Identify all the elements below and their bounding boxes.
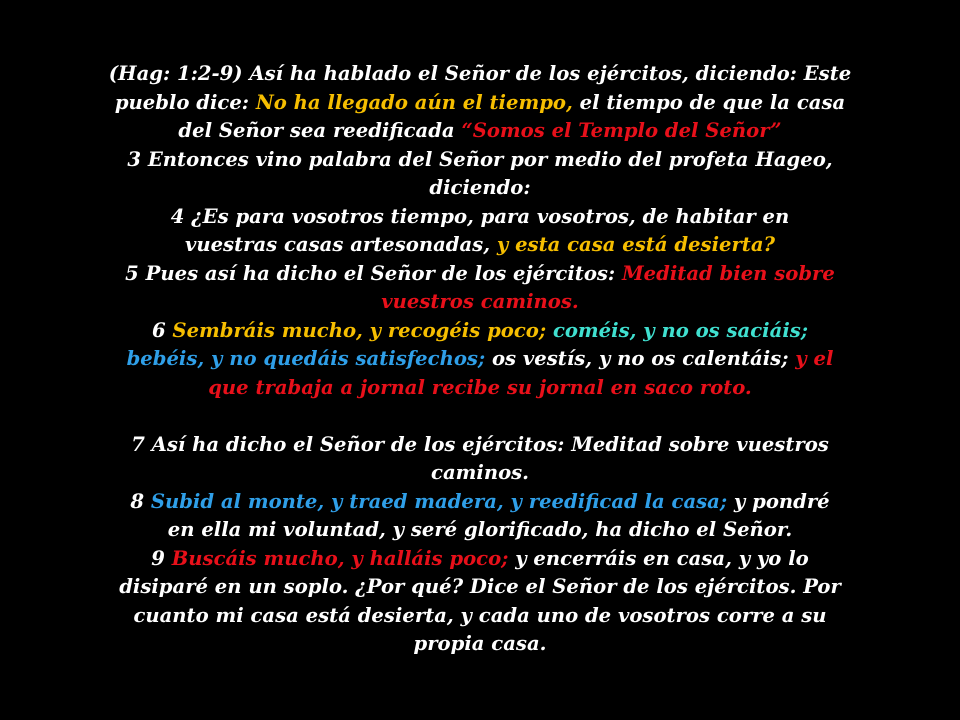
text-segment-red: que trabaja a jornal recibe su jornal en saco roto. xyxy=(208,375,752,399)
text-segment-white: y pondré xyxy=(727,489,830,513)
text-segment-cyan: coméis, y no os saciáis; xyxy=(552,318,809,342)
text-segment-white: 8 xyxy=(130,489,151,513)
text-segment-yellow: y esta casa está desierta? xyxy=(496,233,776,256)
text-segment-white: 7 Así ha dicho el Señor de los ejércitos: Meditad sobre vuestros xyxy=(131,432,829,456)
text-segment-white: y encerráis en casa, y yo lo xyxy=(508,546,809,570)
text-segment-red: Buscáis mucho, y halláis poco; xyxy=(171,546,509,570)
text-segment-white: disiparé en un soplo. ¿Por qué? Dice el Señor de los ejércitos. Por xyxy=(119,575,841,598)
text-line xyxy=(56,260,904,289)
text-segment-white: propia casa. xyxy=(413,632,547,655)
text-segment-blue: Subid al monte, y traed madera, y reedificad la casa; xyxy=(150,489,728,513)
text-line xyxy=(56,431,904,460)
text-line xyxy=(56,174,904,203)
text-segment-white: 3 Entonces vino palabra del Señor por medio del profeta Hageo, xyxy=(127,147,833,171)
text-segment-white: del Señor sea reedificada xyxy=(178,119,462,142)
text-segment-white: 6 xyxy=(151,318,173,342)
text-line xyxy=(56,288,904,317)
text-line xyxy=(56,573,904,602)
text-line xyxy=(56,345,904,374)
text-segment-blue: bebéis, y no quedáis satisfechos; xyxy=(126,347,492,370)
text-line xyxy=(56,231,904,260)
text-segment-white: 5 Pues así ha dicho el Señor de los ejércitos: xyxy=(125,261,622,285)
text-segment-red: vuestros caminos. xyxy=(381,290,579,313)
text-segment-white: en ella mi voluntad, y seré glorificado, ha dicho el Señor. xyxy=(167,518,793,541)
text-segment-white: pueblo dice: xyxy=(114,90,256,114)
text-segment-white: cuanto mi casa está desierta, y cada uno de vosotros corre a su xyxy=(133,603,827,627)
text-segment-red: Meditad bien sobre xyxy=(621,261,835,285)
text-line xyxy=(56,516,904,545)
text-segment-white: diciendo: xyxy=(429,176,531,199)
text-segment-yellow: No ha llegado aún el tiempo, xyxy=(255,90,573,114)
text-line xyxy=(56,89,904,118)
text-segment-white: caminos. xyxy=(431,461,529,484)
text-segment-white: vuestras casas artesonadas, xyxy=(184,233,497,256)
text-line xyxy=(56,60,904,89)
text-line xyxy=(56,374,904,403)
blank-line xyxy=(56,402,904,431)
text-segment-white: el tiempo de que la casa xyxy=(572,90,846,114)
text-line xyxy=(56,317,904,346)
text-segment-white: os vestís, y no os calentáis; xyxy=(491,347,796,370)
text-segment-white: (Hag: 1:2-9) Así ha hablado el Señor de los ejércitos, diciendo: Este xyxy=(108,62,852,85)
text-line xyxy=(56,602,904,631)
text-line xyxy=(56,630,904,659)
scripture-text xyxy=(56,60,904,659)
text-segment-white: 4 ¿Es para vosotros tiempo, para vosotros, de habitar en xyxy=(170,204,790,228)
text-line xyxy=(56,488,904,517)
text-segment-red: y el xyxy=(795,347,834,370)
text-line xyxy=(56,146,904,175)
text-line xyxy=(56,545,904,574)
text-segment-yellow: Sembráis mucho, y recogéis poco; xyxy=(172,318,553,342)
text-line xyxy=(56,459,904,488)
text-line xyxy=(56,117,904,146)
text-line xyxy=(56,203,904,232)
text-segment-red: “Somos el Templo del Señor” xyxy=(461,119,782,142)
text-segment-white: 9 xyxy=(151,546,172,570)
